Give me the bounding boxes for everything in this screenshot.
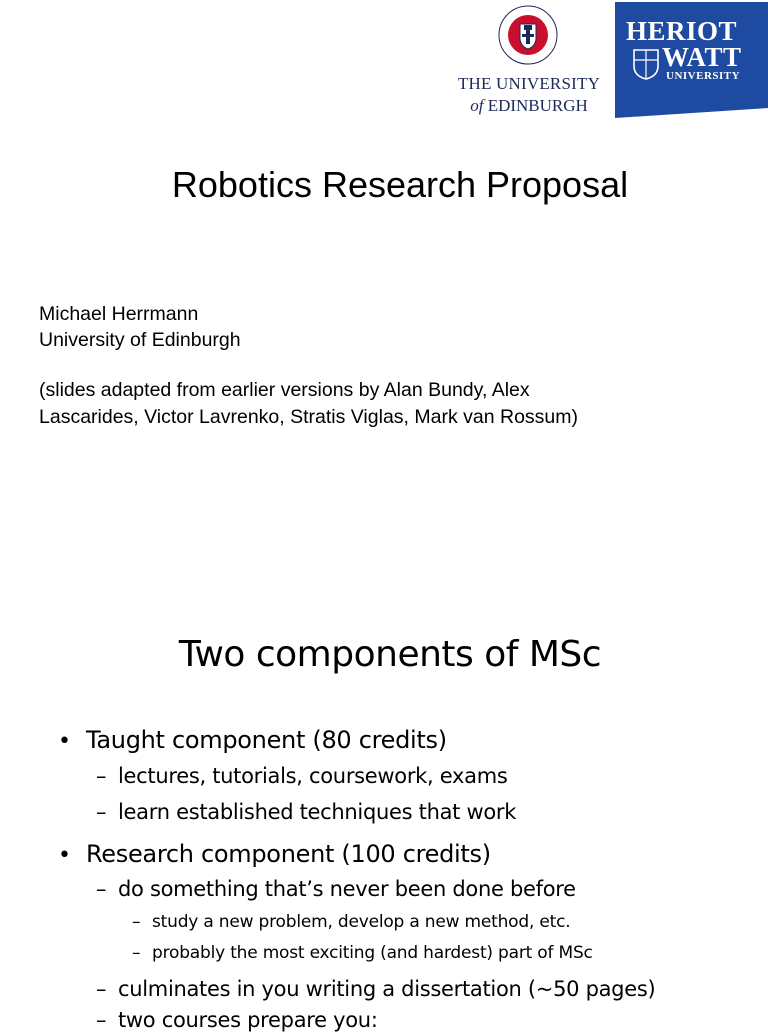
- sub-bullet-item: [96, 1008, 378, 1032]
- sub-sub-bullet-text: study a new problem, develop a new method, etc.: [152, 912, 571, 932]
- bullet-text: Taught component (80 credits): [86, 726, 447, 754]
- edinburgh-logo-line2: [444, 96, 614, 116]
- sub-bullet-item: [96, 764, 508, 788]
- dash-icon: –: [132, 912, 141, 932]
- dash-icon: –: [132, 943, 141, 963]
- credits-line-2: Lascarides, Victor Lavrenko, Stratis Viglas, Mark van Rossum): [39, 406, 578, 428]
- sub-sub-bullet-item: [132, 912, 570, 932]
- credits-line-1: (slides adapted from earlier versions by Alan Bundy, Alex: [39, 379, 530, 401]
- bullet-text: Research component (100 credits): [86, 840, 491, 868]
- dash-icon: –: [96, 764, 107, 788]
- edinburgh-logo-line1: THE UNIVERSITY: [457, 74, 601, 93]
- sub-bullet-item: [96, 800, 516, 824]
- edinburgh-logo-name: EDINBURGH: [483, 96, 588, 115]
- slide2-title: Two components of MSc: [178, 634, 602, 675]
- bullet-item: [58, 840, 491, 868]
- dash-icon: –: [96, 1008, 107, 1032]
- bullet-item: [58, 726, 447, 754]
- heriot-watt-crest-icon: [632, 48, 660, 80]
- sub-sub-bullet-item: [132, 943, 593, 963]
- bullet-icon: •: [58, 843, 71, 868]
- author-affiliation: University of Edinburgh: [39, 329, 241, 351]
- sub-bullet-text: do something that’s never been done before: [118, 877, 576, 901]
- sub-bullet-item: [96, 877, 576, 901]
- heriot-watt-line1: HERIOT: [626, 16, 738, 46]
- edinburgh-seal-icon: [497, 4, 559, 66]
- sub-bullet-text: learn established techniques that work: [118, 800, 517, 824]
- heriot-watt-line3: UNIVERSITY: [666, 70, 741, 82]
- sub-bullet-text: culminates in you writing a dissertation (~50 pages): [118, 977, 656, 1001]
- slide1-title: Robotics Research Proposal: [171, 164, 629, 205]
- bullet-icon: •: [58, 729, 71, 754]
- dash-icon: –: [96, 877, 107, 901]
- sub-bullet-text: lectures, tutorials, coursework, exams: [118, 764, 508, 788]
- edinburgh-logo-of: of: [470, 96, 484, 115]
- sub-bullet-item: [96, 977, 655, 1001]
- dash-icon: –: [96, 800, 107, 824]
- heriot-watt-line2: WATT: [662, 42, 742, 72]
- author-name: Michael Herrmann: [39, 303, 199, 325]
- sub-bullet-text: two courses prepare you:: [118, 1008, 378, 1032]
- dash-icon: –: [96, 977, 107, 1001]
- sub-sub-bullet-text: probably the most exciting (and hardest) part of MSc: [152, 943, 593, 963]
